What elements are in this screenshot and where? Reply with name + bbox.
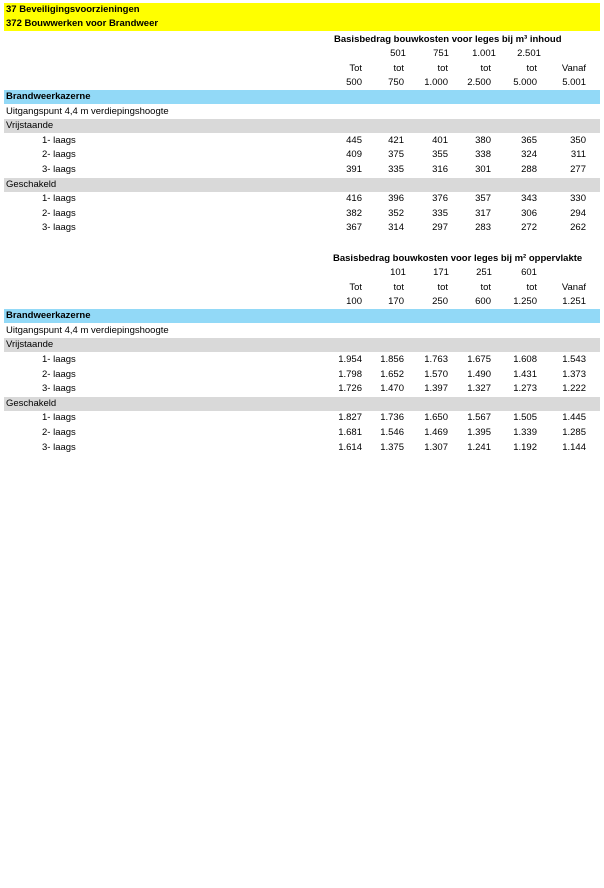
range-word-cell: tot: [526, 282, 537, 293]
group-label: Geschakeld: [6, 179, 57, 190]
value-cell: 391: [346, 164, 362, 175]
section-1-range-from-row: [4, 47, 600, 61]
range-word-cell: tot: [393, 63, 404, 74]
range-from-cell: 171: [433, 267, 449, 278]
row-label: 2- laags: [42, 369, 76, 380]
table-row: [4, 192, 600, 206]
value-cell: 316: [432, 164, 448, 175]
category-label: Brandweerkazerne: [6, 310, 91, 321]
row-label: 1- laags: [42, 412, 76, 423]
range-from-cell: 251: [476, 267, 492, 278]
range-word-cell: Tot: [349, 63, 362, 74]
value-cell: 396: [388, 193, 404, 204]
range-from-cell: 751: [433, 48, 449, 59]
row-label: 2- laags: [42, 427, 76, 438]
range-to-cell: 5.000: [513, 77, 537, 88]
value-cell: 262: [570, 222, 586, 233]
value-cell: 343: [521, 193, 537, 204]
value-cell: 1.726: [338, 383, 362, 394]
range-from-cell: 601: [521, 267, 537, 278]
value-cell: 335: [432, 208, 448, 219]
value-cell: 1.652: [380, 369, 404, 380]
table-row: [4, 426, 600, 440]
value-cell: 324: [521, 149, 537, 160]
value-cell: 1.445: [562, 412, 586, 423]
section-2-range-to-row: [4, 295, 600, 309]
range-to-cell: 100: [346, 296, 362, 307]
value-cell: 1.567: [467, 412, 491, 423]
section-2-range-words-row: [4, 281, 600, 295]
value-cell: 367: [346, 222, 362, 233]
section-1-title: Basisbedrag bouwkosten voor leges bij m³ inhoud: [334, 34, 562, 45]
row-label: 1- laags: [42, 135, 76, 146]
group-label: Geschakeld: [6, 398, 57, 409]
value-cell: 1.856: [380, 354, 404, 365]
value-cell: 375: [388, 149, 404, 160]
row-label: 3- laags: [42, 442, 76, 453]
range-word-cell: tot: [526, 63, 537, 74]
value-cell: 335: [388, 164, 404, 175]
value-cell: 1.505: [513, 412, 537, 423]
value-cell: 1.798: [338, 369, 362, 380]
value-cell: 1.273: [513, 383, 537, 394]
range-from-cell: 501: [390, 48, 406, 59]
value-cell: 317: [475, 208, 491, 219]
range-to-cell: 750: [388, 77, 404, 88]
section-2-category-row: [4, 309, 600, 323]
value-cell: 1.241: [467, 442, 491, 453]
value-cell: 330: [570, 193, 586, 204]
table-row: [4, 207, 600, 221]
value-cell: 1.470: [380, 383, 404, 394]
value-cell: 297: [432, 222, 448, 233]
value-cell: 1.375: [380, 442, 404, 453]
value-cell: 283: [475, 222, 491, 233]
range-word-cell: Vanaf: [561, 282, 586, 293]
range-word-cell: tot: [480, 282, 491, 293]
table-row: [4, 134, 600, 148]
table-row: [4, 221, 600, 235]
range-from-cell: 101: [390, 267, 406, 278]
value-cell: 1.490: [467, 369, 491, 380]
table-row: [4, 411, 600, 425]
section-1-group-2-row: [4, 178, 600, 192]
value-cell: 1.827: [338, 412, 362, 423]
table-row: [4, 353, 600, 367]
range-to-cell: 1.251: [562, 296, 586, 307]
group-label: Vrijstaande: [6, 339, 54, 350]
value-cell: 338: [475, 149, 491, 160]
category-label: Brandweerkazerne: [6, 91, 91, 102]
value-cell: 1.570: [424, 369, 448, 380]
value-cell: 294: [570, 208, 586, 219]
value-cell: 1.431: [513, 369, 537, 380]
row-label: 3- laags: [42, 222, 76, 233]
value-cell: 314: [388, 222, 404, 233]
range-from-cell: 2.501: [517, 48, 541, 59]
range-to-cell: 1.000: [424, 77, 448, 88]
value-cell: 311: [570, 149, 586, 160]
table-row: [4, 441, 600, 455]
table-row: [4, 148, 600, 162]
range-word-cell: tot: [437, 282, 448, 293]
value-cell: 1.954: [338, 354, 362, 365]
group-label: Vrijstaande: [6, 120, 54, 131]
value-cell: 1.395: [467, 427, 491, 438]
section-2-group-2-row: [4, 397, 600, 411]
value-cell: 421: [388, 135, 404, 146]
value-cell: 1.144: [562, 442, 586, 453]
value-cell: 1.608: [513, 354, 537, 365]
section-1-group-1-row: [4, 119, 600, 133]
value-cell: 382: [346, 208, 362, 219]
table-row: [4, 368, 600, 382]
value-cell: 288: [521, 164, 537, 175]
header-line-2: [4, 17, 600, 31]
row-label: 2- laags: [42, 149, 76, 160]
value-cell: 416: [346, 193, 362, 204]
value-cell: 1.681: [338, 427, 362, 438]
header-title-1: 37 Beveiligingsvoorzieningen: [6, 4, 140, 15]
value-cell: 1.543: [562, 354, 586, 365]
value-cell: 401: [432, 135, 448, 146]
value-cell: 1.763: [424, 354, 448, 365]
section-2-note-row: [4, 324, 600, 338]
value-cell: 352: [388, 208, 404, 219]
section-2-range-from-row: [4, 266, 600, 280]
range-word-cell: Vanaf: [561, 63, 586, 74]
row-label: 1- laags: [42, 193, 76, 204]
value-cell: 365: [521, 135, 537, 146]
range-to-cell: 170: [388, 296, 404, 307]
range-word-cell: tot: [393, 282, 404, 293]
value-cell: 1.397: [424, 383, 448, 394]
value-cell: 1.650: [424, 412, 448, 423]
range-word-cell: tot: [437, 63, 448, 74]
value-cell: 1.675: [467, 354, 491, 365]
section-1-range-words-row: [4, 62, 600, 76]
header-line-1: [4, 3, 600, 17]
value-cell: 1.736: [380, 412, 404, 423]
value-cell: 1.339: [513, 427, 537, 438]
row-label: 1- laags: [42, 354, 76, 365]
value-cell: 272: [521, 222, 537, 233]
range-from-cell: 1.001: [472, 48, 496, 59]
section-1-range-to-row: [4, 76, 600, 90]
range-to-cell: 600: [475, 296, 491, 307]
value-cell: 1.285: [562, 427, 586, 438]
row-label: 2- laags: [42, 208, 76, 219]
range-word-cell: Tot: [349, 282, 362, 293]
section-1-note-row: [4, 105, 600, 119]
value-cell: 380: [475, 135, 491, 146]
range-to-cell: 500: [346, 77, 362, 88]
value-cell: 1.192: [513, 442, 537, 453]
value-cell: 1.307: [424, 442, 448, 453]
row-label: 3- laags: [42, 164, 76, 175]
value-cell: 306: [521, 208, 537, 219]
range-to-cell: 1.250: [513, 296, 537, 307]
section-2-group-1-row: [4, 338, 600, 352]
value-cell: 1.222: [562, 383, 586, 394]
range-to-cell: 250: [432, 296, 448, 307]
range-to-cell: 5.001: [562, 77, 586, 88]
header-title-2: 372 Bouwwerken voor Brandweer: [6, 18, 159, 29]
value-cell: 1.546: [380, 427, 404, 438]
note-label: Uitgangspunt 4,4 m verdiepingshoogte: [6, 325, 169, 336]
range-word-cell: tot: [480, 63, 491, 74]
value-cell: 1.373: [562, 369, 586, 380]
value-cell: 1.614: [338, 442, 362, 453]
value-cell: 1.327: [467, 383, 491, 394]
table-row: [4, 382, 600, 396]
value-cell: 376: [432, 193, 448, 204]
section-2-title: Basisbedrag bouwkosten voor leges bij m² oppervlakte: [333, 253, 583, 264]
value-cell: 409: [346, 149, 362, 160]
row-label: 3- laags: [42, 383, 76, 394]
table-row: [4, 163, 600, 177]
value-cell: 350: [570, 135, 586, 146]
value-cell: 445: [346, 135, 362, 146]
note-label: Uitgangspunt 4,4 m verdiepingshoogte: [6, 106, 169, 117]
range-to-cell: 2.500: [467, 77, 491, 88]
value-cell: 355: [432, 149, 448, 160]
value-cell: 277: [570, 164, 586, 175]
section-2-title-row: [4, 252, 600, 266]
value-cell: 357: [475, 193, 491, 204]
value-cell: 1.469: [424, 427, 448, 438]
section-1-category-row: [4, 90, 600, 104]
section-1-title-row: [4, 33, 600, 47]
value-cell: 301: [475, 164, 491, 175]
